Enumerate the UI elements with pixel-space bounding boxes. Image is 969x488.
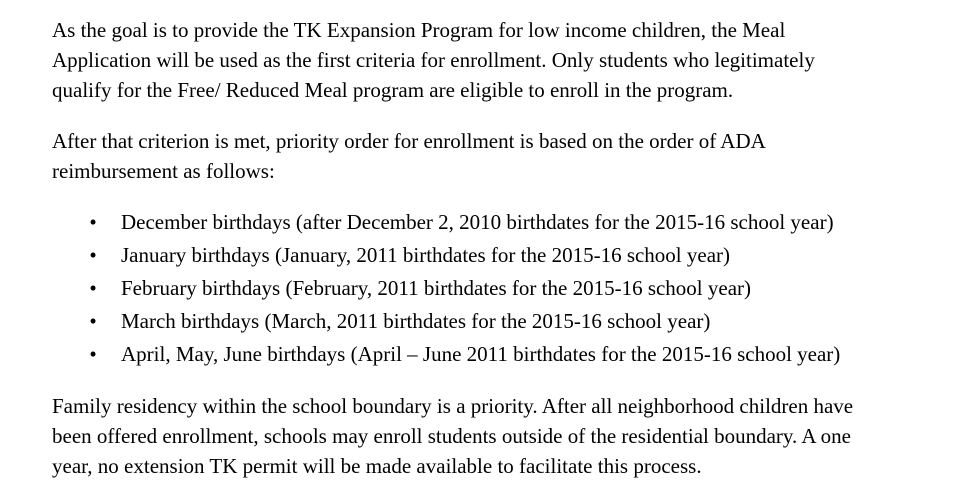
text-line: As the goal is to provide the TK Expansion Program for low income children, the Meal [52, 18, 786, 42]
text-line: year, no extension TK permit will be made available to facilitate this process. [52, 454, 702, 478]
text-line: been offered enrollment, schools may enroll students outside of the residential boundary. A one [52, 424, 851, 448]
paragraph-priority-order [52, 126, 766, 186]
text-line: Family residency within the school boundary is a priority. After all neighborhood children have [52, 394, 854, 418]
text-line: qualify for the Free/ Reduced Meal program are eligible to enroll in the program. [52, 78, 734, 102]
list-item-text: March birthdays (March, 2011 birthdates for the 2015-16 school year) [121, 309, 711, 333]
text-line: After that criterion is met, priority order for enrollment is based on the order of ADA [52, 129, 766, 153]
paragraph-meal-application [52, 15, 815, 105]
bullet-icon: • [89, 243, 97, 267]
bullet-icon: • [89, 342, 97, 366]
bullet-icon: • [89, 309, 97, 333]
text-line: Application will be used as the first criteria for enrollment. Only students who legitimately [52, 48, 815, 72]
text-line: reimbursement as follows: [52, 159, 275, 183]
list-item-text: April, May, June birthdays (April – June 2011 birthdates for the 2015-16 school year) [121, 342, 841, 366]
list-item-text: January birthdays (January, 2011 birthdates for the 2015-16 school year) [121, 243, 731, 267]
list-item-text: December birthdays (after December 2, 2010 birthdates for the 2015-16 school year) [121, 210, 834, 234]
bullet-icon: • [89, 276, 97, 300]
paragraph-family-residency [52, 391, 853, 481]
list-item-text: February birthdays (February, 2011 birthdates for the 2015-16 school year) [121, 276, 752, 300]
bullet-icon: • [89, 210, 97, 234]
